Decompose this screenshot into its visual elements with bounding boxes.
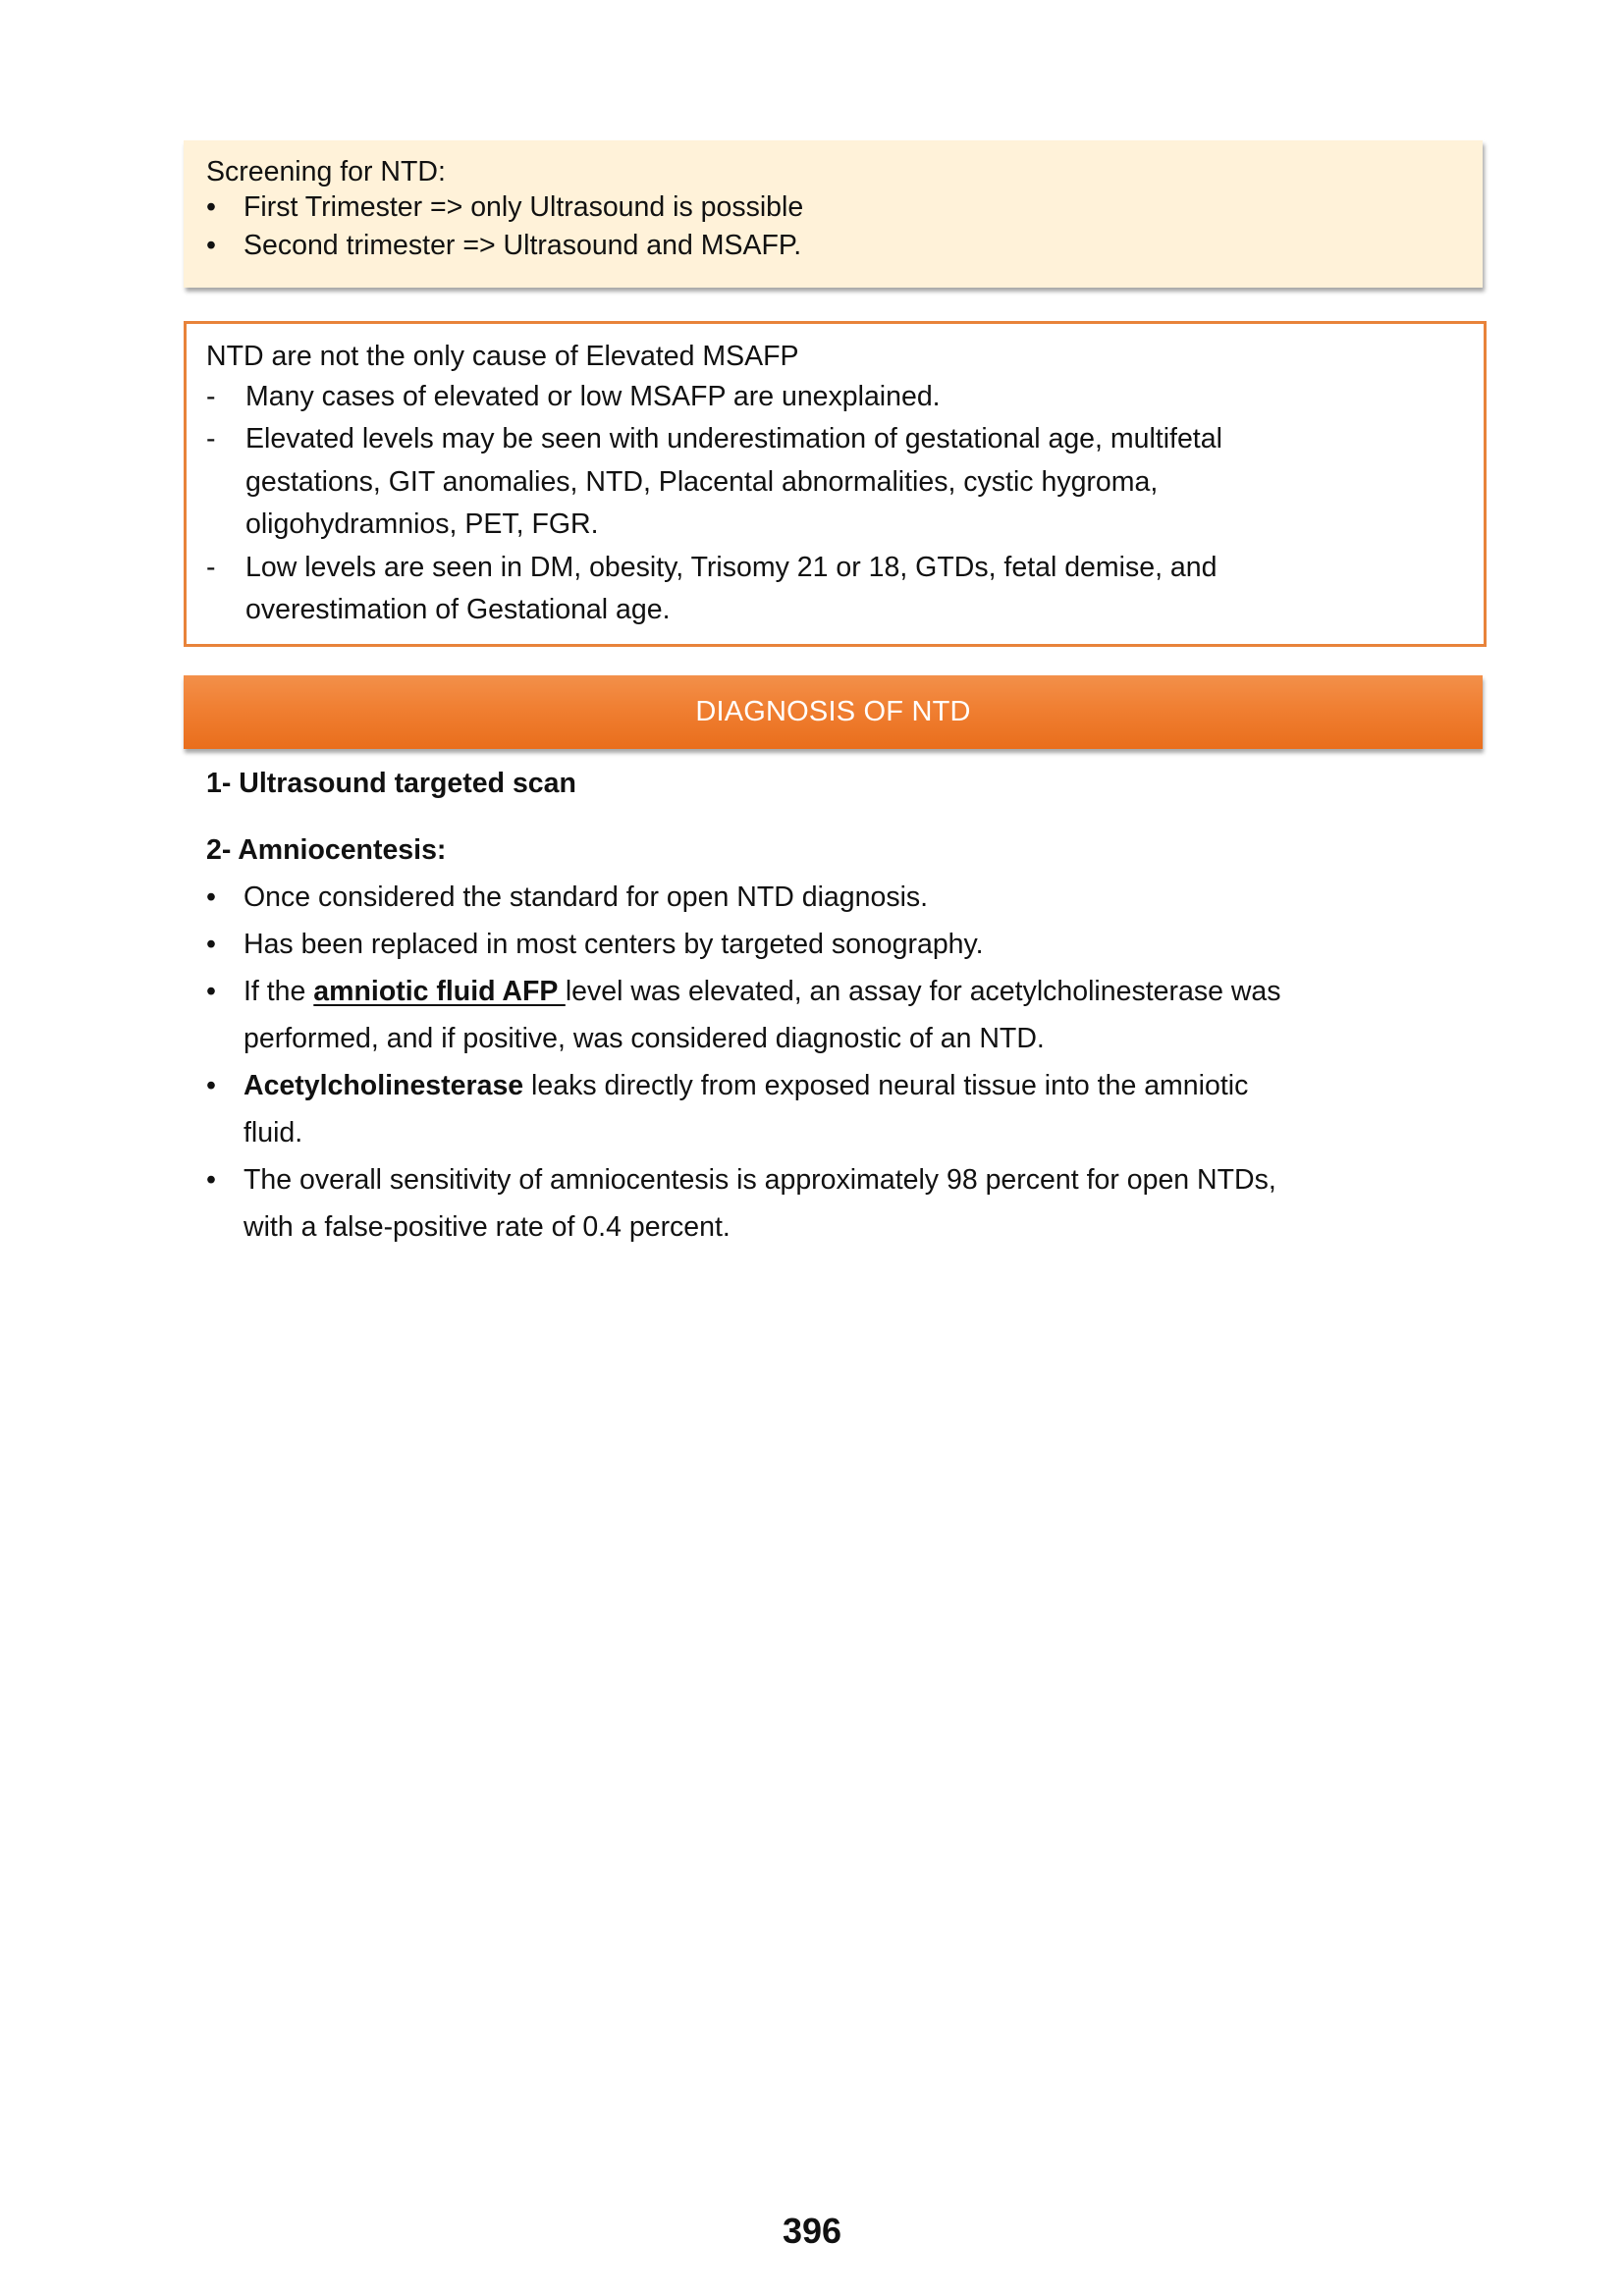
bullet-icon: • — [206, 976, 216, 1007]
bullet-icon: • — [206, 191, 216, 223]
emphasis-amniotic-fluid-afp: amniotic fluid AFP — [313, 976, 566, 1007]
document-page: Screening for NTD: • First Trimester => only Ultrasound is possible • Second trimester => Ultrasound and MSAFP. NTD are not the only cause of Elevated MSAFP - Many cases of elevated or low MSAFP are unexplained. - Elevated levels may be seen with underestimation of gestational age, multifetal gestations, GIT anomalies, NTD, Placental abnormalities, cystic hygroma, oligohydramnios, PET, FGR. - Low levels are seen in DM, obesity, Trisomy 21 or 18, GTDs, fetal demise, and overestimation of Gestational age. DIAGNOSIS OF NTD 1- Ultrasound targeted scan 2- Amniocentesis: • Once considered the standard for open NTD diagnosis. • Has been replaced in most centers by targeted sonography. • If the amniotic fluid AFP level was elevated, an assay for acetylcholinesterase was performed, and if positive, was considered diagnostic of an NTD. • Acetylcholinesterase leaks directly from exposed neural tissue into the amniotic fluid. • The overall sensitivity of amniocentesis is approximately 98 percent for open NTDs, with a false-positive rate of 0.4 percent. 396 — [0, 0, 1624, 2296]
method-ultrasound-heading: 1- Ultrasound targeted scan — [206, 768, 576, 799]
method-amniocentesis-heading: 2- Amniocentesis: — [206, 834, 447, 866]
bullet-icon: • — [206, 1070, 216, 1101]
screening-callout: Screening for NTD: • First Trimester => only Ultrasound is possible • Second trimester => Ultrasound and MSAFP. — [184, 140, 1483, 288]
page-number: 396 — [782, 2211, 842, 2251]
emphasis-acetylcholinesterase: Acetylcholinesterase — [244, 1070, 524, 1101]
section-header-title: DIAGNOSIS OF NTD — [695, 696, 971, 727]
screening-title: Screening for NTD: — [206, 156, 446, 187]
bullet-icon: • — [206, 929, 216, 960]
bullet-icon: • — [206, 1164, 216, 1196]
dash-icon: - — [206, 381, 216, 412]
bullet-icon: • — [206, 230, 216, 261]
causes-title: NTD are not the only cause of Elevated MSAFP — [206, 341, 799, 372]
msafp-causes-box: NTD are not the only cause of Elevated MSAFP - Many cases of elevated or low MSAFP are unexplained. - Elevated levels may be seen with underestimation of gestational age, multifetal gestations, GIT anomalies, NTD, Placental abnormalities, cystic hygroma, oligohydramnios, PET, FGR. - Low levels are seen in DM, obesity, Trisomy 21 or 18, GTDs, fetal demise, and overestimation of Gestational age. — [184, 321, 1487, 647]
dash-icon: - — [206, 423, 216, 454]
dash-icon: - — [206, 552, 216, 583]
bullet-icon: • — [206, 881, 216, 913]
diagnosis-section-header — [184, 675, 1483, 749]
